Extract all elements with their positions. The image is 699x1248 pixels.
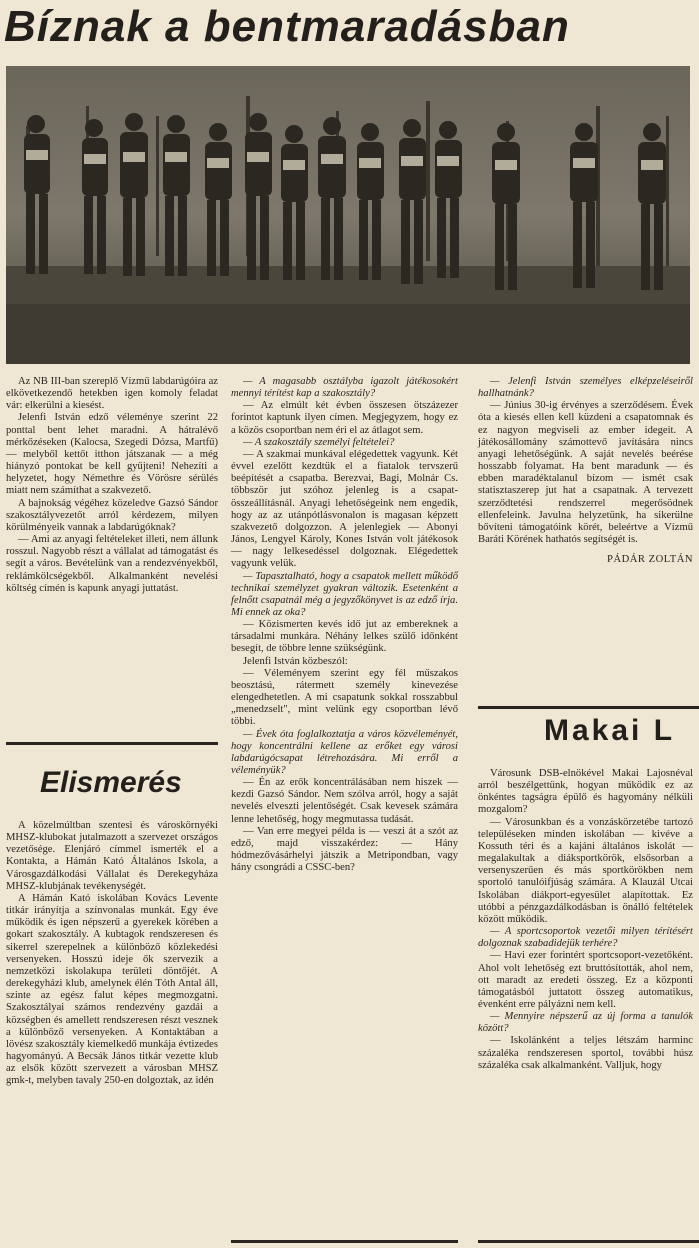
column-divider [6,742,218,745]
paragraph: — Tapasztalható, hogy a csapatok mellett működő technikai személyzet gyakran változik. Esetenként a felnőtt csapatnál még a jegyzőkönyvet is az edző írja. Mi ennek az oka? [231,570,458,618]
paragraph: — Az elmúlt két évben összesen ötszázezer forintot kaptunk ilyen címen. Megjegyzem, hogy ez a közös csoportban nem éri el az átlagot sem. [231,400,458,436]
paragraph: Városunk DSB-elnökével Makai Lajosnéval arról beszélgettünk, hogyan működik ez az önkéntes tagságra épülő és hagyomány nélküli mozgalom? [478,768,693,816]
paragraph: Jelenfi István edző véleménye szerint 22 ponttal bent lehet maradni. A hátralévő mérkőzéseken (Kalocsa, Szegedi Dózsa, Martfű) — melyből kettőt itthon játszanak — a még hiányzó pontokat be kell gyűjteni! Nehezíti a helyzetet, hogy Némethre és Vörösre sérülés miatt nem számíthat a szakvezető. [6,412,218,497]
paragraph: — A szakmai munkával elégedettek vagyunk. Két évvel ezelőtt kezdtük el a fiatalok tervszerű beépítését a csapatba. Berezvai, Bagi, Molnár Cs. többször jut szóhoz jelenleg is a csapat-összeállításnál. Anyagi lehetőségeink nem engedik, hogy az az utánpótlásvonalon is magasan képzett szakvezető dolgozzon. A jelenlegiek — Abonyi János, Lengyel Károly, Kones István volt játékosok — nagy lelkesedéssel dolgoznak. Elégedettek vagyunk velük. [231,448,458,570]
article-column-3 [478,376,693,566]
paragraph: — Évek óta foglalkoztatja a város közvéleményét, hogy koncentrálni kellene az erőket egy városi labdarúgócsapat létrehozására. Mi erről a véleményük? [231,728,458,776]
paragraph: — Mennyire népszerű az új forma a tanulók között? [478,1011,693,1035]
elismeres-column [6,820,218,1087]
paragraph: — Iskolánként a teljes létszám harminc százaléka rendszeresen sportol, további húsz százaléka csak alkalmanként. Valljuk, hogy [478,1035,693,1071]
column-divider [231,1240,458,1243]
makai-title: Makai L [544,714,676,747]
column-divider [478,706,699,709]
paragraph: Az NB III-ban szereplő Vízmű labdarúgóira az elkövetkezendő hetekben igen komoly feladat vár: elkerülni a kiesést. [6,376,218,412]
author-signature: PÁDÁR ZOLTÁN [607,554,693,566]
article-column-2 [231,376,458,874]
elismeres-title: Elismerés [40,766,182,799]
team-photo-image [6,66,690,364]
paragraph: A Hámán Kató iskolában Kovács Levente titkár irányítja a színvonalas munkát. Egy éve működik és igen népszerű a gyerekek körében a gokart szakosztály. A kubtagok rendszeresen és sikerrel szerepelnek a különböző közlekedési versenyeken. Hosszú ideje ők szervezik a nemzetközi iskolakupa területi döntőjét. A derekegyházi klub, amelynek élén Tóth Antal áll, szinte az egész falut képes megmozgatni. Szakosztályai számos rendezvény gazdái a községben és amellett rendszeresen részt vesznek a különböző versenyeken. A Kontaktában a lövész szakosztály kiemelkedő munkája évtizedes hagyományú. A Becsák János titkár vezette klub az elsők között szervezett a városban MHSZ gmk-t, melyben tavaly 250-en dolgoztak, az idén [6,892,218,1087]
paragraph: — A szakosztály személyi feltételei? [243,436,395,448]
paragraph: Jelenfi István közbeszól: [243,655,348,667]
paragraph: — Városunkban és a vonzáskörzetébe tartozó településeken minden iskolában — kivéve a Kossuth téri és a kajáni általános iskolát — megalakultak a diáksportkörök, elsősorban a versenyszerűen és más sportkörökben nem sportoló tanulóifjúság számára. A Klauzál Utcai Iskolában diákport-egyesület alapítottak. Ez utóbbi a pénzgazdálkodásban is önálló feltételek között működik. [478,816,693,925]
column-divider [478,1240,699,1243]
paragraph: A bajnokság végéhez közeledve Gazsó Sándor szakosztályvezetőt arról kérdezem, milyen körülményeik vannak a labdarúgóknak? [6,497,218,533]
makai-column [478,768,693,1072]
paragraph: — Közismerten kevés idő jut az embereknek a társadalmi munkára. Néhány lelkes szülő időnként besegít, de többre lenne szükségünk. [231,619,458,655]
paragraph: — Jelenfi István személyes elképzeléseiről hallhatnánk? [478,376,693,400]
paragraph: — Van erre megyei példa is — veszi át a szót az edző, majd visszakérdez: — Hány hódmezővásárhelyi játszik a Metripondban, vagy hány csongrádi a CSSC-ben? [231,825,458,874]
paragraph: — A magasabb osztályba igazolt játékosokért mennyi térítést kap a szakosztály? [231,376,458,400]
paragraph: — Én az erők koncentrálásában nem hiszek — kezdi Gazsó Sándor. Nem szólva arról, hogy a saját nevelés elveszti jelentőségét. Csak kevesek számára lenne lehetőség, hogy megmutassa tudását. [231,777,458,825]
paragraph: — Június 30-ig érvényes a szerződésem. Évek óta a kiesés ellen kell küzdeni a csapatomnak és ez nagyon megviseli az ember idegeit. A játékosállomány számottevő javítására nincs anyagi lehetőségünk. A saját nevelés beérése hosszabb folyamat. Ha bent maradunk — és ebben maradéktalanul bízom — ismét csak statisztaszerep jut hat a csapatnak. A tervezett szerződtetési rendszerrel megerősödnek ellenfeleink. Javulna helyzetünk, ha sikerülne bővíteni támogatóink körét, beleértve a Vízmű Baráti Körének hathatós segítségét is. [478,400,693,546]
paragraph: — Ami az anyagi feltételeket illeti, nem állunk rosszul. Nagyobb részt a vállalat ad támogatást és segít a város. Bevételünk van a rendezvényekből, reklámkölcségekből. Alkalmanként nevelési költség címén is kapunk anyagi juttatást. [6,534,218,594]
paragraph: — Havi ezer forintért sportcsoport-vezetőként. Ahol volt lehetőség ezt bruttósították, ahol nem, ott maradt az eredeti összeg. Ez a központi támogatásból juttatott összeg automatikus, évenként erre pályázni nem kell. [478,950,693,1010]
article-column-1 [6,376,218,595]
paragraph: — Véleményem szerint egy fél műszakos beosztású, rátermett személy kinevezése elengedhetetlen. A mi csapatunk sokkal rosszabbul „menedzselt", mint velünk egy csoportban lévő többi. [231,667,458,728]
team-photo [6,66,690,364]
paragraph: — A sportcsoportok vezetői milyen térítésért dolgoznak szabadidejük terhére? [478,926,693,950]
paragraph: A közelmúltban szentesi és városkörnyéki MHSZ-klubokat jutalmazott a szervezet országos vezetősége. Elenjáró címmel ismerték el a Kontakta, a Hámán Kató Általános Iskola, a Városgazdálkodási Vállalat és Derekegyháza MHSZ-klubjának tevékenységét. [6,820,218,892]
headline: Bíznak a bentmaradásban [4,4,570,50]
